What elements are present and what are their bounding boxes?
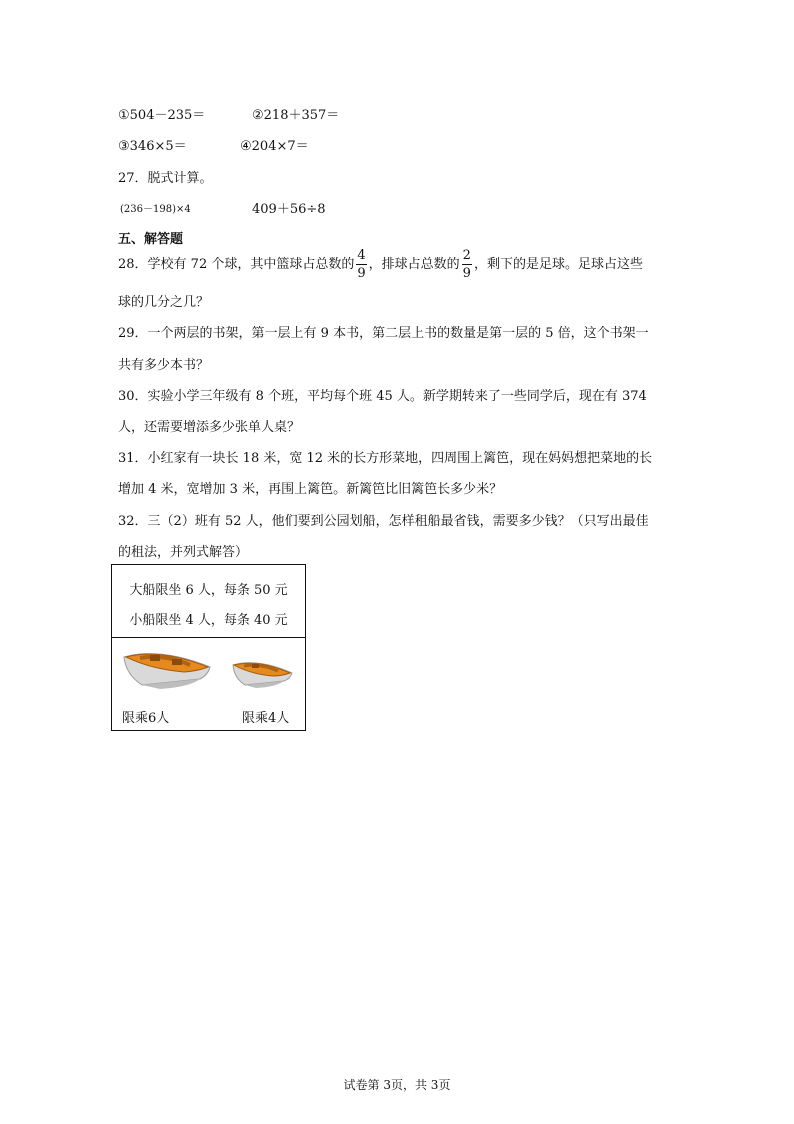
boat-rental-info-box xyxy=(111,564,306,731)
q32-line-2: 的租法，并列式解答） xyxy=(118,545,249,560)
q28-text-part-2: ，排球占总数的 xyxy=(368,257,460,272)
q31-line-1: 31．小红家有一块长 18 米，宽 12 米的长方形菜地，四周围上篱笆，现在妈妈想把菜地的长 xyxy=(118,451,653,466)
q28-text-part-1: 28．学校有 72 个球，其中篮球占总数的 xyxy=(118,257,355,272)
q28-fraction-4-9 xyxy=(356,249,366,280)
q28-line-2: 球的几分之几？ xyxy=(118,295,210,310)
big-boat-rule: 大船限坐 6 人，每条 50 元 xyxy=(129,583,288,598)
page-footer: 试卷第 3页，共 3页 xyxy=(343,1078,451,1092)
q26-item-4: ④204×7＝ xyxy=(240,139,309,154)
q31-line-2: 增加 4 米，宽增加 3 米，再围上篱笆。新篱笆比旧篱笆长多少米？ xyxy=(118,482,503,497)
q28-fraction-2-denominator: 9 xyxy=(462,266,471,281)
q29-line-1: 29．一个两层的书架，第一层上有 9 本书，第二层上书的数量是第一层的 5 倍，这个书架一 xyxy=(118,326,649,341)
q30-line-2: 人，还需要增添多少张单人桌？ xyxy=(118,420,301,435)
small-boat-rule: 小船限坐 4 人，每条 40 元 xyxy=(129,613,288,628)
q30-line-1: 30．实验小学三年级有 8 个班，平均每个班 45 人。新学期转来了一些同学后，现在有 374 xyxy=(118,389,647,404)
boat-price-panel xyxy=(112,565,305,638)
big-boat-label: 限乘6人 xyxy=(122,711,170,726)
q29-line-2: 共有多少本书？ xyxy=(118,358,210,373)
q26-item-3: ③346×5＝ xyxy=(118,139,187,154)
q28-fraction-1-denominator: 9 xyxy=(357,266,366,281)
q27-title: 27．脱式计算。 xyxy=(118,171,213,186)
q27-expr-2: 409＋56÷8 xyxy=(252,202,326,217)
q26-item-1: ①504－235＝ xyxy=(118,108,206,123)
q28-text-part-3: ，剩下的是足球。足球占这些 xyxy=(473,257,643,272)
big-boat-icon xyxy=(120,645,216,695)
q28-fraction-2-9 xyxy=(462,249,472,280)
q28-fraction-2-numerator: 2 xyxy=(462,248,471,263)
q32-line-1: 32．三（2）班有 52 人，他们要到公园划船，怎样租船最省钱，需要多少钱？（只写出最佳 xyxy=(118,514,649,529)
q28-line-1 xyxy=(118,247,643,283)
q28-fraction-1-numerator: 4 xyxy=(357,248,366,263)
section-title: 五、解答题 xyxy=(118,232,184,247)
small-boat-label: 限乘4人 xyxy=(242,711,290,726)
q27-expr-1: (236－198)×4 xyxy=(120,204,191,215)
q26-item-2: ②218＋357＝ xyxy=(252,108,340,123)
small-boat-icon xyxy=(230,657,296,693)
